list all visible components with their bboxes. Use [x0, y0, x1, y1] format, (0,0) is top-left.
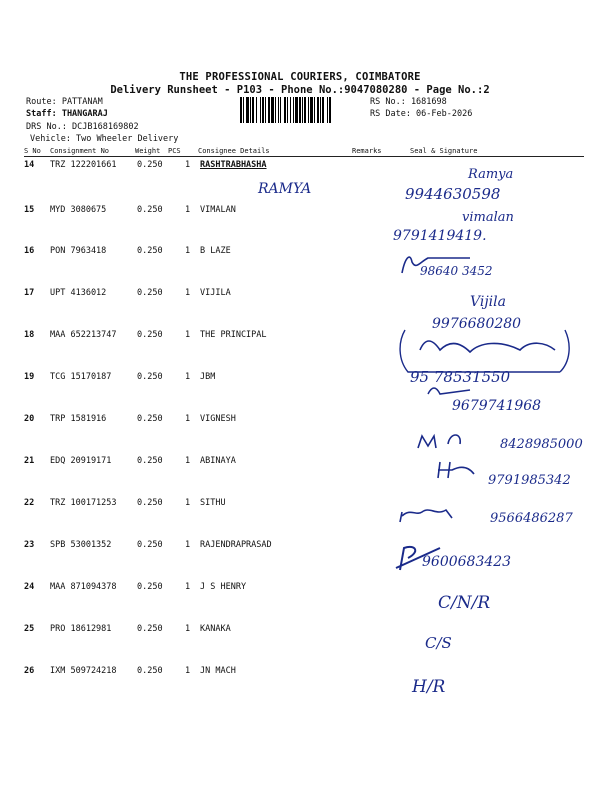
- signature-scribble-21: [438, 462, 474, 478]
- row-sno: 15: [24, 205, 35, 215]
- row-sno: 14: [24, 160, 35, 170]
- row-pcs: 1: [185, 414, 191, 424]
- row-pcs: 1: [185, 246, 191, 256]
- row-consignment: TCG 15170187: [50, 372, 112, 382]
- row-consignment: UPT 4136012: [50, 288, 107, 298]
- handwritten-phone-21: 9791985342: [488, 473, 571, 488]
- row-consignment: MAA 652213747: [50, 330, 117, 340]
- row-consignment: MAA 871094378: [50, 582, 117, 592]
- row-sno: 19: [24, 372, 35, 382]
- row-pcs: 1: [185, 624, 191, 634]
- row-sno: 17: [24, 288, 35, 298]
- col-consignment: Consignment No: [50, 147, 110, 155]
- row-weight: 0.250: [137, 456, 163, 466]
- row-consignment: MYD 3080675: [50, 205, 107, 215]
- signature-scribble-19: [428, 388, 470, 394]
- signature-bracket-18: [400, 330, 569, 372]
- handwritten-ramya-caps: RAMYA: [258, 181, 312, 197]
- row-weight: 0.250: [137, 372, 163, 382]
- col-remarks: Remarks: [352, 147, 382, 155]
- row-consignee: JBM: [200, 372, 216, 382]
- row-weight: 0.250: [137, 624, 163, 634]
- row-weight: 0.250: [137, 288, 163, 298]
- col-seal-signature: Seal & Signature: [410, 147, 478, 155]
- row-consignment: TRZ 122201661: [50, 160, 117, 170]
- handwritten-signature-17: Vijila: [470, 294, 506, 310]
- row-consignee: KANAKA: [200, 624, 231, 634]
- row-consignee: THE PRINCIPAL: [200, 330, 267, 340]
- row-weight: 0.250: [137, 205, 163, 215]
- runsheet-subtitle: Delivery Runsheet - P103 - Phone No.:9047080280 - Page No.:2: [110, 84, 490, 96]
- row-sno: 24: [24, 582, 35, 592]
- row-consignee: VIJILA: [200, 288, 231, 298]
- handwritten-signature-15: vimalan: [462, 210, 514, 225]
- signature-scribble-20: [418, 435, 460, 448]
- row-weight: 0.250: [137, 582, 163, 592]
- row-consignment: EDQ 20919171: [50, 456, 112, 466]
- row-weight: 0.250: [137, 666, 163, 676]
- row-consignee: JN MACH: [200, 666, 236, 676]
- col-consignee: Consignee Details: [198, 147, 270, 155]
- row-consignee: J S HENRY: [200, 582, 247, 592]
- row-weight: 0.250: [137, 330, 163, 340]
- row-sno: 25: [24, 624, 35, 634]
- row-sno: 16: [24, 246, 35, 256]
- handwritten-phone-14: 9944630598: [405, 185, 501, 203]
- row-sno: 26: [24, 666, 35, 676]
- col-pcs: PCS: [168, 147, 181, 155]
- handwritten-mark-24: C/N/R: [438, 593, 491, 613]
- route-label: Route: PATTANAM: [26, 97, 103, 107]
- row-sno: 23: [24, 540, 35, 550]
- row-pcs: 1: [185, 288, 191, 298]
- row-weight: 0.250: [137, 246, 163, 256]
- row-consignee: ABINAYA: [200, 456, 236, 466]
- row-consignee: B LAZE: [200, 246, 231, 256]
- row-weight: 0.250: [137, 160, 163, 170]
- col-sno: S No: [24, 147, 41, 155]
- handwritten-phone-22: 9566486287: [490, 511, 573, 526]
- handwritten-phone-15: 9791419419.: [393, 228, 487, 244]
- rs-date: RS Date: 06-Feb-2026: [370, 109, 473, 119]
- row-pcs: 1: [185, 498, 191, 508]
- row-consignment: PRO 18612981: [50, 624, 112, 634]
- handwritten-signature-14: Ramya: [468, 167, 514, 182]
- row-consignment: IXM 509724218: [50, 666, 117, 676]
- handwritten-phone-17: 9976680280: [432, 316, 522, 332]
- row-weight: 0.250: [137, 414, 163, 424]
- row-pcs: 1: [185, 540, 191, 550]
- vehicle-label: Vehicle: Two Wheeler Delivery: [30, 134, 179, 144]
- row-pcs: 1: [185, 582, 191, 592]
- row-pcs: 1: [185, 160, 191, 170]
- col-weight: Weight: [135, 147, 161, 155]
- drs-number: DRS No.: DCJB168169802: [26, 122, 139, 132]
- row-pcs: 1: [185, 205, 191, 215]
- handwritten-phone-20: 8428985000: [500, 437, 583, 452]
- row-consignee: SITHU: [200, 498, 226, 508]
- row-pcs: 1: [185, 666, 191, 676]
- row-weight: 0.250: [137, 540, 163, 550]
- row-consignee: RAJENDRAPRASAD: [200, 540, 272, 550]
- staff-label: Staff: THANGARAJ: [26, 109, 108, 119]
- row-consignment: SPB 53001352: [50, 540, 112, 550]
- handwritten-phone-18: 95 78531550: [410, 368, 511, 386]
- handwritten-phone-23: 9600683423: [422, 554, 512, 570]
- row-weight: 0.250: [137, 498, 163, 508]
- row-consignee: VIMALAN: [200, 205, 236, 215]
- row-sno: 18: [24, 330, 35, 340]
- signature-scribble-22: [400, 510, 452, 522]
- row-consignment: TRZ 100171253: [50, 498, 117, 508]
- row-sno: 21: [24, 456, 35, 466]
- row-sno: 22: [24, 498, 35, 508]
- row-pcs: 1: [185, 330, 191, 340]
- rs-number: RS No.: 1681698: [370, 97, 447, 107]
- handwritten-mark-25: C/S: [425, 634, 452, 652]
- handwritten-phone-16: 98640 3452: [420, 264, 493, 278]
- row-consignee: RASHTRABHASHA: [200, 160, 267, 170]
- row-consignment: PON 7963418: [50, 246, 107, 256]
- signature-scribble-18: [420, 341, 555, 352]
- row-consignee: VIGNESH: [200, 414, 236, 424]
- handwritten-phone-19: 9679741968: [452, 398, 542, 414]
- handwritten-mark-26: H/R: [412, 677, 446, 697]
- row-consignment: TRP 1581916: [50, 414, 107, 424]
- company-title: THE PROFESSIONAL COURIERS, COIMBATORE: [179, 71, 421, 83]
- row-sno: 20: [24, 414, 35, 424]
- row-pcs: 1: [185, 456, 191, 466]
- row-pcs: 1: [185, 372, 191, 382]
